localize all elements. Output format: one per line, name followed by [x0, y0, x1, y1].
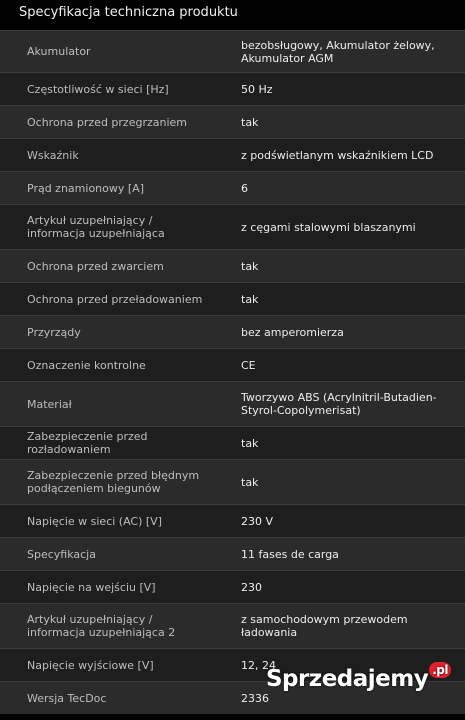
spec-value: tak — [241, 475, 259, 489]
spec-value: Tworzywo ABS (Acrylnitril-Butadien-Styrol-Copolymerisat) — [241, 391, 437, 417]
spec-value: 12, 24 — [241, 658, 276, 672]
spec-label: Częstotliwość w sieci [Hz] — [27, 82, 169, 96]
spec-value: bezobsługowy, Akumulator żelowy, Akumulator AGM — [241, 38, 435, 65]
spec-label: Akumulator — [27, 45, 91, 58]
spec-value: tak — [241, 115, 259, 129]
table-row — [0, 282, 465, 315]
spec-label: Ochrona przed przeładowaniem — [27, 292, 203, 306]
spec-label: Artykuł uzupełniający / informacja uzupełniająca — [27, 214, 165, 240]
spec-value: CE — [241, 358, 256, 372]
spec-table — [0, 30, 465, 714]
table-row — [0, 603, 465, 648]
table-row — [0, 30, 465, 72]
spec-label: Ochrona przed przegrzaniem — [27, 115, 187, 129]
watermark-text: Sprzedajemy — [265, 666, 429, 692]
spec-value: tak — [241, 292, 259, 306]
table-row — [0, 381, 465, 426]
spec-value: 2336 — [241, 691, 269, 705]
table-row — [0, 570, 465, 603]
spec-value: z cęgami stalowymi blaszanymi — [241, 220, 416, 234]
spec-label: Zabezpieczenie przed błędnym podłączeniem biegunów — [27, 469, 200, 495]
spec-value: z podświetlanym wskaźnikiem LCD — [241, 148, 434, 162]
section-title-text: Specyfikacja techniczna produktu — [19, 5, 238, 20]
spec-label: Wskaźnik — [27, 148, 79, 162]
spec-label: Oznaczenie kontrolne — [27, 358, 146, 372]
watermark-logo — [265, 663, 451, 692]
spec-label: Materiał — [27, 397, 72, 411]
spec-label: Artykuł uzupełniający / informacja uzupełniająca 2 — [27, 613, 176, 639]
table-row — [0, 459, 465, 504]
spec-label: Wersja TecDoc — [27, 691, 107, 705]
spec-value: tak — [241, 436, 259, 450]
spec-value: z samochodowym przewodem ładowania — [241, 613, 408, 639]
spec-label: Napięcie na wejściu [V] — [27, 580, 156, 594]
spec-value: bez amperomierza — [241, 325, 344, 339]
spec-label: Prąd znamionowy [A] — [27, 181, 144, 195]
table-row — [0, 348, 465, 381]
spec-value: 11 fases de carga — [241, 547, 339, 561]
spec-label: Napięcie w sieci (AC) [V] — [27, 514, 162, 528]
table-row — [0, 315, 465, 348]
spec-label: Napięcie wyjściowe [V] — [27, 658, 154, 672]
spec-label: Ochrona przed zwarciem — [27, 259, 164, 273]
section-title — [0, 0, 465, 30]
spec-value: 230 V — [241, 514, 274, 528]
spec-label: Zabezpieczenie przed rozładowaniem — [27, 430, 148, 456]
spec-value: 230 — [241, 580, 262, 594]
table-row — [0, 105, 465, 138]
spec-value: 6 — [241, 181, 248, 195]
table-row — [0, 249, 465, 282]
table-row — [0, 138, 465, 171]
spec-value: 50 Hz — [241, 82, 273, 96]
table-row — [0, 171, 465, 204]
table-row — [0, 537, 465, 570]
spec-label: Specyfikacja — [27, 547, 96, 561]
table-row — [0, 204, 465, 249]
watermark-suffix: .pl — [429, 662, 451, 678]
table-row — [0, 426, 465, 459]
spec-label: Przyrządy — [27, 325, 81, 339]
spec-value: tak — [241, 259, 259, 273]
table-row — [0, 504, 465, 537]
table-row — [0, 72, 465, 105]
